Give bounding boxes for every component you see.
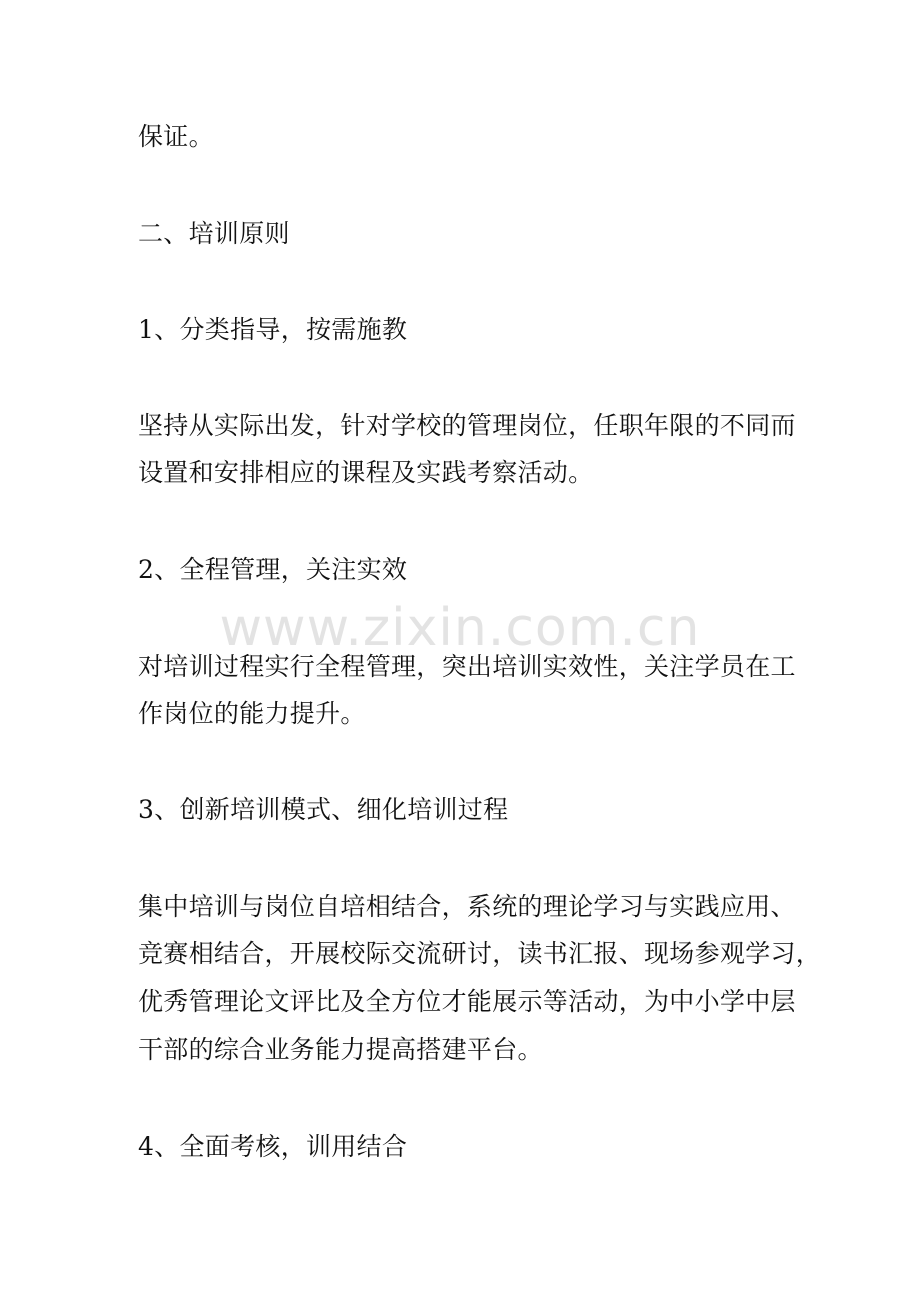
principle-3-text-line: 优秀管理论文评比及全方位才能展示等活动，为中小学中层 xyxy=(138,987,796,1016)
principle-heading-4: 4、全面考核，训用结合 xyxy=(138,1132,408,1161)
principle-1-text-line: 设置和安排相应的课程及实践考察活动。 xyxy=(138,458,594,487)
paragraph-continuation: 保证。 xyxy=(138,122,214,151)
principle-heading-3: 3、创新培训模式、细化培训过程 xyxy=(138,795,509,824)
principle-1-text-line: 坚持从实际出发，针对学校的管理岗位，任职年限的不同而 xyxy=(138,411,796,440)
principle-3-text-line: 竞赛相结合，开展校际交流研讨，读书汇报、现场参观学习， xyxy=(138,939,822,968)
principle-3-text-line: 集中培训与岗位自培相结合，系统的理论学习与实践应用、 xyxy=(138,892,796,921)
principle-3-text-line: 干部的综合业务能力提高搭建平台。 xyxy=(138,1035,543,1064)
watermark: www.zixin.com.cn xyxy=(219,598,701,658)
principle-heading-2: 2、全程管理，关注实效 xyxy=(138,555,408,584)
principle-2-text-line: 作岗位的能力提升。 xyxy=(138,699,366,728)
principle-2-text-line: 对培训过程实行全程管理，突出培训实效性，关注学员在工 xyxy=(138,652,796,681)
section-heading: 二、培训原则 xyxy=(138,219,290,248)
principle-heading-1: 1、分类指导，按需施教 xyxy=(138,315,408,344)
